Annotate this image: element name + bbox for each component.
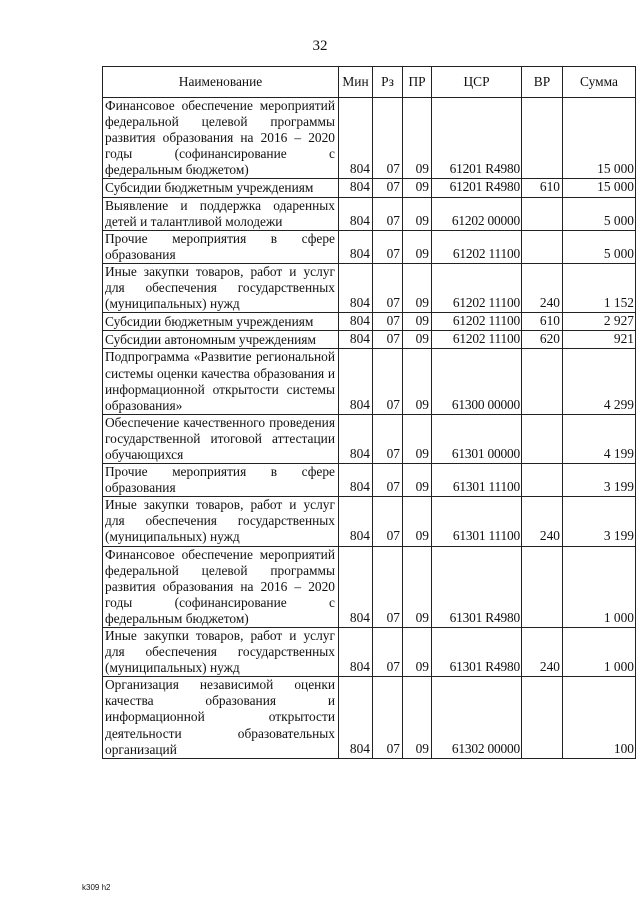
table-header-row <box>103 67 636 98</box>
cell-rz: 07 <box>373 313 403 331</box>
cell-min: 804 <box>339 546 373 627</box>
cell-sum: 1 152 <box>563 263 636 312</box>
table-row <box>103 546 636 627</box>
cell-sum: 4 199 <box>563 414 636 463</box>
table-row <box>103 263 636 312</box>
cell-rz: 07 <box>373 497 403 546</box>
cell-name: Иные закупки товаров, работ и услуг для обеспечения государственных (муниципальных) нужд <box>103 263 339 312</box>
cell-csr: 61301 R4980 <box>432 628 522 677</box>
cell-csr: 61201 R4980 <box>432 98 522 179</box>
table-row <box>103 179 636 197</box>
cell-min: 804 <box>339 464 373 497</box>
table-row <box>103 197 636 230</box>
cell-csr: 61302 00000 <box>432 677 522 758</box>
budget-table <box>102 66 636 759</box>
cell-name: Субсидии автономным учреждениям <box>103 331 339 349</box>
cell-pr: 09 <box>403 98 432 179</box>
table-row <box>103 414 636 463</box>
cell-min: 804 <box>339 414 373 463</box>
cell-vr: 610 <box>522 313 563 331</box>
cell-sum: 2 927 <box>563 313 636 331</box>
header-pr: ПР <box>403 67 432 98</box>
cell-vr <box>522 414 563 463</box>
cell-vr <box>522 677 563 758</box>
cell-rz: 07 <box>373 414 403 463</box>
cell-min: 804 <box>339 628 373 677</box>
cell-sum: 921 <box>563 331 636 349</box>
cell-vr: 240 <box>522 263 563 312</box>
cell-name: Прочие мероприятия в сфере образования <box>103 230 339 263</box>
cell-rz: 07 <box>373 677 403 758</box>
cell-csr: 61301 11100 <box>432 497 522 546</box>
cell-sum: 100 <box>563 677 636 758</box>
footer-code: k309 h2 <box>82 883 111 892</box>
cell-name: Иные закупки товаров, работ и услуг для обеспечения государственных (муниципальных) нужд <box>103 497 339 546</box>
cell-sum: 5 000 <box>563 197 636 230</box>
cell-rz: 07 <box>373 179 403 197</box>
cell-sum: 5 000 <box>563 230 636 263</box>
cell-name: Субсидии бюджетным учреждениям <box>103 179 339 197</box>
cell-rz: 07 <box>373 197 403 230</box>
cell-sum: 1 000 <box>563 628 636 677</box>
cell-vr <box>522 98 563 179</box>
cell-name: Организация независимой оценки качества образования и информационной открытости деятельности образовательных организаций <box>103 677 339 758</box>
cell-rz: 07 <box>373 331 403 349</box>
table-row <box>103 628 636 677</box>
cell-vr: 610 <box>522 179 563 197</box>
cell-sum: 3 199 <box>563 497 636 546</box>
cell-name: Иные закупки товаров, работ и услуг для обеспечения государственных (муниципальных) нужд <box>103 628 339 677</box>
header-vr: ВР <box>522 67 563 98</box>
header-sum: Сумма <box>563 67 636 98</box>
cell-csr: 61301 00000 <box>432 414 522 463</box>
cell-sum: 1 000 <box>563 546 636 627</box>
header-name: Наименование <box>103 67 339 98</box>
table-row <box>103 497 636 546</box>
cell-min: 804 <box>339 349 373 414</box>
cell-min: 804 <box>339 179 373 197</box>
cell-pr: 09 <box>403 263 432 312</box>
table-row <box>103 98 636 179</box>
cell-min: 804 <box>339 197 373 230</box>
header-min: Мин <box>339 67 373 98</box>
cell-rz: 07 <box>373 98 403 179</box>
cell-csr: 61202 00000 <box>432 197 522 230</box>
cell-csr: 61202 11100 <box>432 263 522 312</box>
cell-name: Выявление и поддержка одаренных детей и талантливой молодежи <box>103 197 339 230</box>
cell-pr: 09 <box>403 230 432 263</box>
cell-pr: 09 <box>403 313 432 331</box>
cell-pr: 09 <box>403 497 432 546</box>
header-csr: ЦСР <box>432 67 522 98</box>
cell-rz: 07 <box>373 263 403 312</box>
cell-vr <box>522 349 563 414</box>
cell-name: Финансовое обеспечение мероприятий федеральной целевой программы развития образования на 2016 – 2020 годы (софинансирование с федеральным бюджетом) <box>103 546 339 627</box>
cell-pr: 09 <box>403 197 432 230</box>
table-body <box>103 98 636 759</box>
cell-pr: 09 <box>403 677 432 758</box>
cell-rz: 07 <box>373 546 403 627</box>
table-row <box>103 677 636 758</box>
table-row <box>103 331 636 349</box>
cell-name: Обеспечение качественного проведения государственной итоговой аттестации обучающихся <box>103 414 339 463</box>
cell-csr: 61201 R4980 <box>432 179 522 197</box>
cell-csr: 61202 11100 <box>432 230 522 263</box>
cell-min: 804 <box>339 331 373 349</box>
cell-pr: 09 <box>403 349 432 414</box>
header-rz: Рз <box>373 67 403 98</box>
table-row <box>103 230 636 263</box>
cell-vr <box>522 230 563 263</box>
cell-pr: 09 <box>403 331 432 349</box>
cell-min: 804 <box>339 313 373 331</box>
cell-rz: 07 <box>373 628 403 677</box>
page-number: 32 <box>312 38 328 54</box>
cell-min: 804 <box>339 677 373 758</box>
cell-csr: 61301 11100 <box>432 464 522 497</box>
cell-min: 804 <box>339 497 373 546</box>
cell-csr: 61202 11100 <box>432 331 522 349</box>
cell-vr <box>522 546 563 627</box>
cell-min: 804 <box>339 98 373 179</box>
cell-name: Прочие мероприятия в сфере образования <box>103 464 339 497</box>
cell-min: 804 <box>339 230 373 263</box>
cell-vr <box>522 197 563 230</box>
cell-name: Субсидии бюджетным учреждениям <box>103 313 339 331</box>
cell-pr: 09 <box>403 628 432 677</box>
cell-rz: 07 <box>373 349 403 414</box>
table-row <box>103 349 636 414</box>
cell-vr <box>522 464 563 497</box>
cell-csr: 61202 11100 <box>432 313 522 331</box>
cell-csr: 61301 R4980 <box>432 546 522 627</box>
cell-pr: 09 <box>403 414 432 463</box>
cell-vr: 240 <box>522 628 563 677</box>
cell-vr: 620 <box>522 331 563 349</box>
cell-pr: 09 <box>403 546 432 627</box>
cell-name: Подпрограмма «Развитие региональной системы оценки качества образования и информационной открытости системы образования» <box>103 349 339 414</box>
cell-vr: 240 <box>522 497 563 546</box>
cell-name: Финансовое обеспечение мероприятий федеральной целевой программы развития образования на 2016 – 2020 годы (софинансирование с федеральным бюджетом) <box>103 98 339 179</box>
cell-sum: 3 199 <box>563 464 636 497</box>
cell-sum: 4 299 <box>563 349 636 414</box>
cell-min: 804 <box>339 263 373 312</box>
table-row <box>103 313 636 331</box>
cell-sum: 15 000 <box>563 98 636 179</box>
table-row <box>103 464 636 497</box>
cell-pr: 09 <box>403 464 432 497</box>
cell-sum: 15 000 <box>563 179 636 197</box>
cell-rz: 07 <box>373 464 403 497</box>
cell-csr: 61300 00000 <box>432 349 522 414</box>
cell-rz: 07 <box>373 230 403 263</box>
cell-pr: 09 <box>403 179 432 197</box>
